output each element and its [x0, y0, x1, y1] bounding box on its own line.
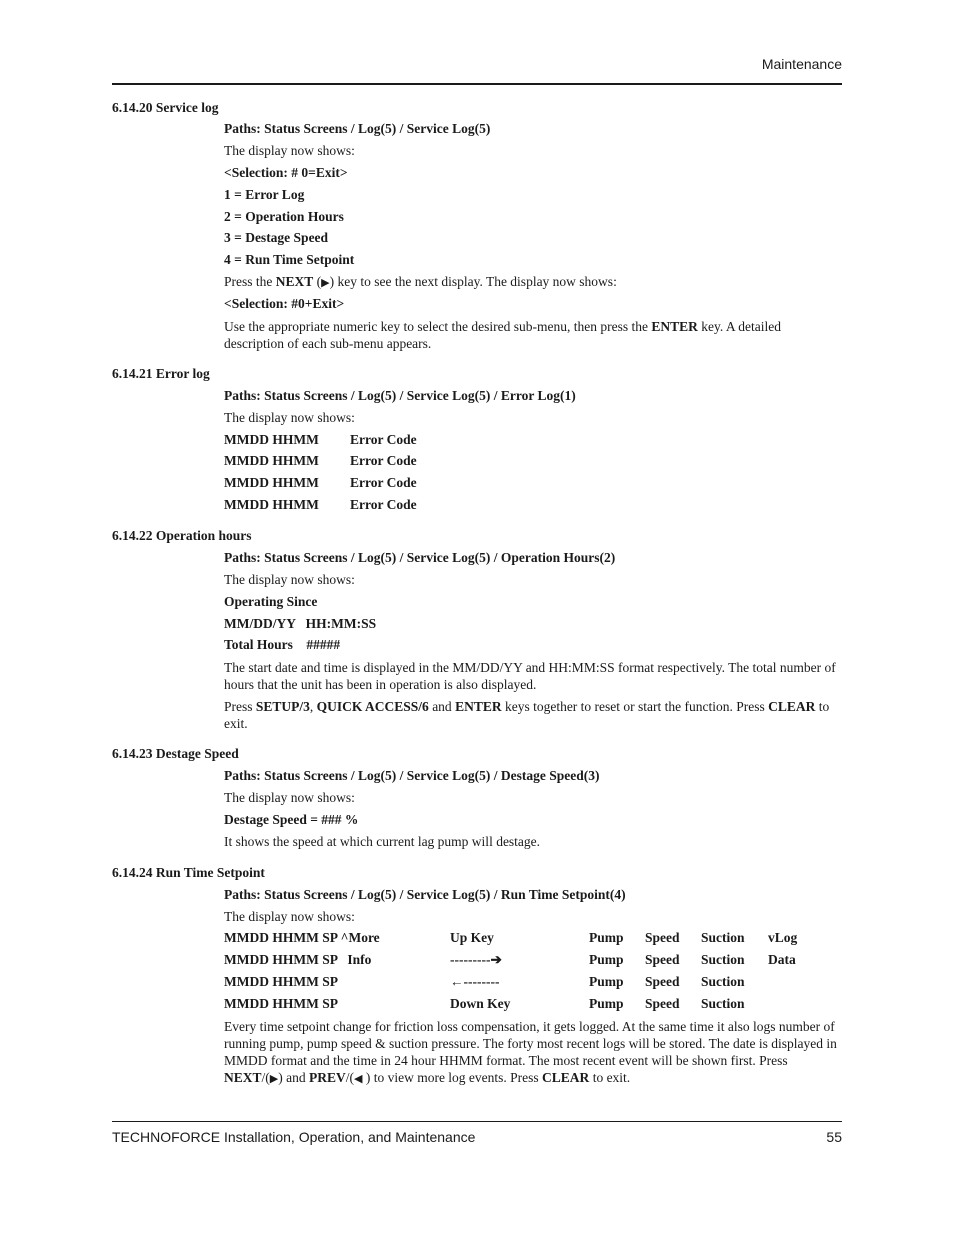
- section-heading-service-log: 6.14.20 Service log: [112, 100, 219, 115]
- display-line-destage-speed: 3 = Destage Speed: [224, 230, 329, 245]
- header-rule: [112, 83, 842, 85]
- error-row-datetime: MMDD HHMM: [224, 453, 319, 468]
- path-destage-speed: Paths: Status Screens / Log(5) / Service Log(5) / Destage Speed(3): [224, 768, 600, 783]
- setpoint-row-key: ←--------: [450, 974, 500, 989]
- setpoint-row-speed: Speed: [645, 996, 680, 1011]
- path-error-log: Paths: Status Screens / Log(5) / Service Log(5) / Error Log(1): [224, 388, 576, 403]
- setpoint-row-pump: Pump: [589, 930, 624, 945]
- setpoint-row-speed: Speed: [645, 952, 680, 967]
- setpoint-row-speed: Speed: [645, 974, 680, 989]
- error-row-datetime: MMDD HHMM: [224, 475, 319, 490]
- display-line-selection: <Selection: # 0=Exit>: [224, 165, 348, 180]
- display-shows-text: The display now shows:: [224, 790, 355, 805]
- setpoint-row-pump: Pump: [589, 952, 624, 967]
- error-row-code: Error Code: [350, 497, 417, 512]
- display-line-operating-since: Operating Since: [224, 594, 318, 609]
- running-header: Maintenance: [761, 56, 842, 72]
- reset-instruction: Press SETUP/3, QUICK ACCESS/6 and ENTER keys together to reset or start the function. Press CLEAR to exit.: [224, 699, 830, 731]
- display-line-total-hours: Total Hours #####: [224, 637, 341, 652]
- footer-title: TECHNOFORCE Installation, Operation, and Maintenance: [112, 1129, 476, 1145]
- path-service-log: Paths: Status Screens / Log(5) / Service Log(5): [224, 121, 491, 136]
- display-shows-text: The display now shows:: [224, 410, 355, 425]
- display-line-selection-2: <Selection: #0+Exit>: [224, 296, 345, 311]
- display-shows-text: The display now shows:: [224, 143, 355, 158]
- play-right-icon: ▶: [321, 277, 330, 289]
- setpoint-row-key: ---------➔: [450, 952, 502, 967]
- play-right-icon: ▶: [269, 1073, 279, 1085]
- section-heading-operation-hours: 6.14.22 Operation hours: [112, 528, 252, 543]
- setpoint-row-key: Down Key: [450, 996, 511, 1011]
- setpoint-row-pump: Pump: [589, 974, 624, 989]
- setpoint-row-suction: Suction: [701, 930, 745, 945]
- section-heading-run-time-setpoint: 6.14.24 Run Time Setpoint: [112, 865, 265, 880]
- setpoint-row-extra: Data: [768, 952, 796, 967]
- setpoint-row-datetime: MMDD HHMM SP: [224, 974, 338, 989]
- setpoint-row-speed: Speed: [645, 930, 680, 945]
- setpoint-row-datetime: MMDD HHMM SP Info: [224, 952, 372, 967]
- submenu-instruction: Use the appropriate numeric key to select the desired sub-menu, then press the ENTER key. A detailed description of each sub-menu appears.: [224, 319, 781, 351]
- display-line-destage-speed: Destage Speed = ### %: [224, 812, 359, 827]
- setpoint-row-suction: Suction: [701, 952, 745, 967]
- display-line-operation-hours: 2 = Operation Hours: [224, 209, 344, 224]
- run-time-setpoint-description: Every time setpoint change for friction loss compensation, it gets logged. At the same time it also logs number of running pump, pump speed & suction pressure. The forty most recent logs will be stored. The date is displayed in MMDD format and the time in 24 hour HHMM format. The most recent event will be shown first. Press NEXT/(▶) and PREV/(◀ ) to view more log events. Press CLEAR to exit.: [224, 1019, 837, 1085]
- setpoint-row-datetime: MMDD HHMM SP: [224, 996, 338, 1011]
- section-heading-destage-speed: 6.14.23 Destage Speed: [112, 746, 239, 761]
- footer-rule: [112, 1121, 842, 1122]
- error-row-datetime: MMDD HHMM: [224, 497, 319, 512]
- display-shows-text: The display now shows:: [224, 572, 355, 587]
- error-row-datetime: MMDD HHMM: [224, 432, 319, 447]
- play-left-icon: ◀: [353, 1073, 363, 1085]
- error-row-code: Error Code: [350, 475, 417, 490]
- path-run-time-setpoint: Paths: Status Screens / Log(5) / Service Log(5) / Run Time Setpoint(4): [224, 887, 626, 902]
- setpoint-row-suction: Suction: [701, 996, 745, 1011]
- error-row-code: Error Code: [350, 432, 417, 447]
- display-line-run-time-setpoint: 4 = Run Time Setpoint: [224, 252, 355, 267]
- setpoint-row-pump: Pump: [589, 996, 624, 1011]
- display-line-date-time: MM/DD/YY HH:MM:SS: [224, 616, 377, 631]
- page-number: 55: [826, 1129, 842, 1145]
- next-key-instruction: Press the NEXT (▶) key to see the next display. The display now shows:: [224, 274, 617, 289]
- path-operation-hours: Paths: Status Screens / Log(5) / Service Log(5) / Operation Hours(2): [224, 550, 616, 565]
- display-line-error-log: 1 = Error Log: [224, 187, 305, 202]
- setpoint-row-datetime: MMDD HHMM SP ^More: [224, 930, 380, 945]
- setpoint-row-key: Up Key: [450, 930, 494, 945]
- section-heading-error-log: 6.14.21 Error log: [112, 366, 210, 381]
- error-row-code: Error Code: [350, 453, 417, 468]
- setpoint-row-suction: Suction: [701, 974, 745, 989]
- display-shows-text: The display now shows:: [224, 909, 355, 924]
- setpoint-row-extra: vLog: [768, 930, 798, 945]
- destage-speed-description: It shows the speed at which current lag pump will destage.: [224, 834, 541, 849]
- operation-hours-description: The start date and time is displayed in the MM/DD/YY and HH:MM:SS format respectively. The total number of hours that the unit has been in operation is also displayed.: [224, 660, 836, 692]
